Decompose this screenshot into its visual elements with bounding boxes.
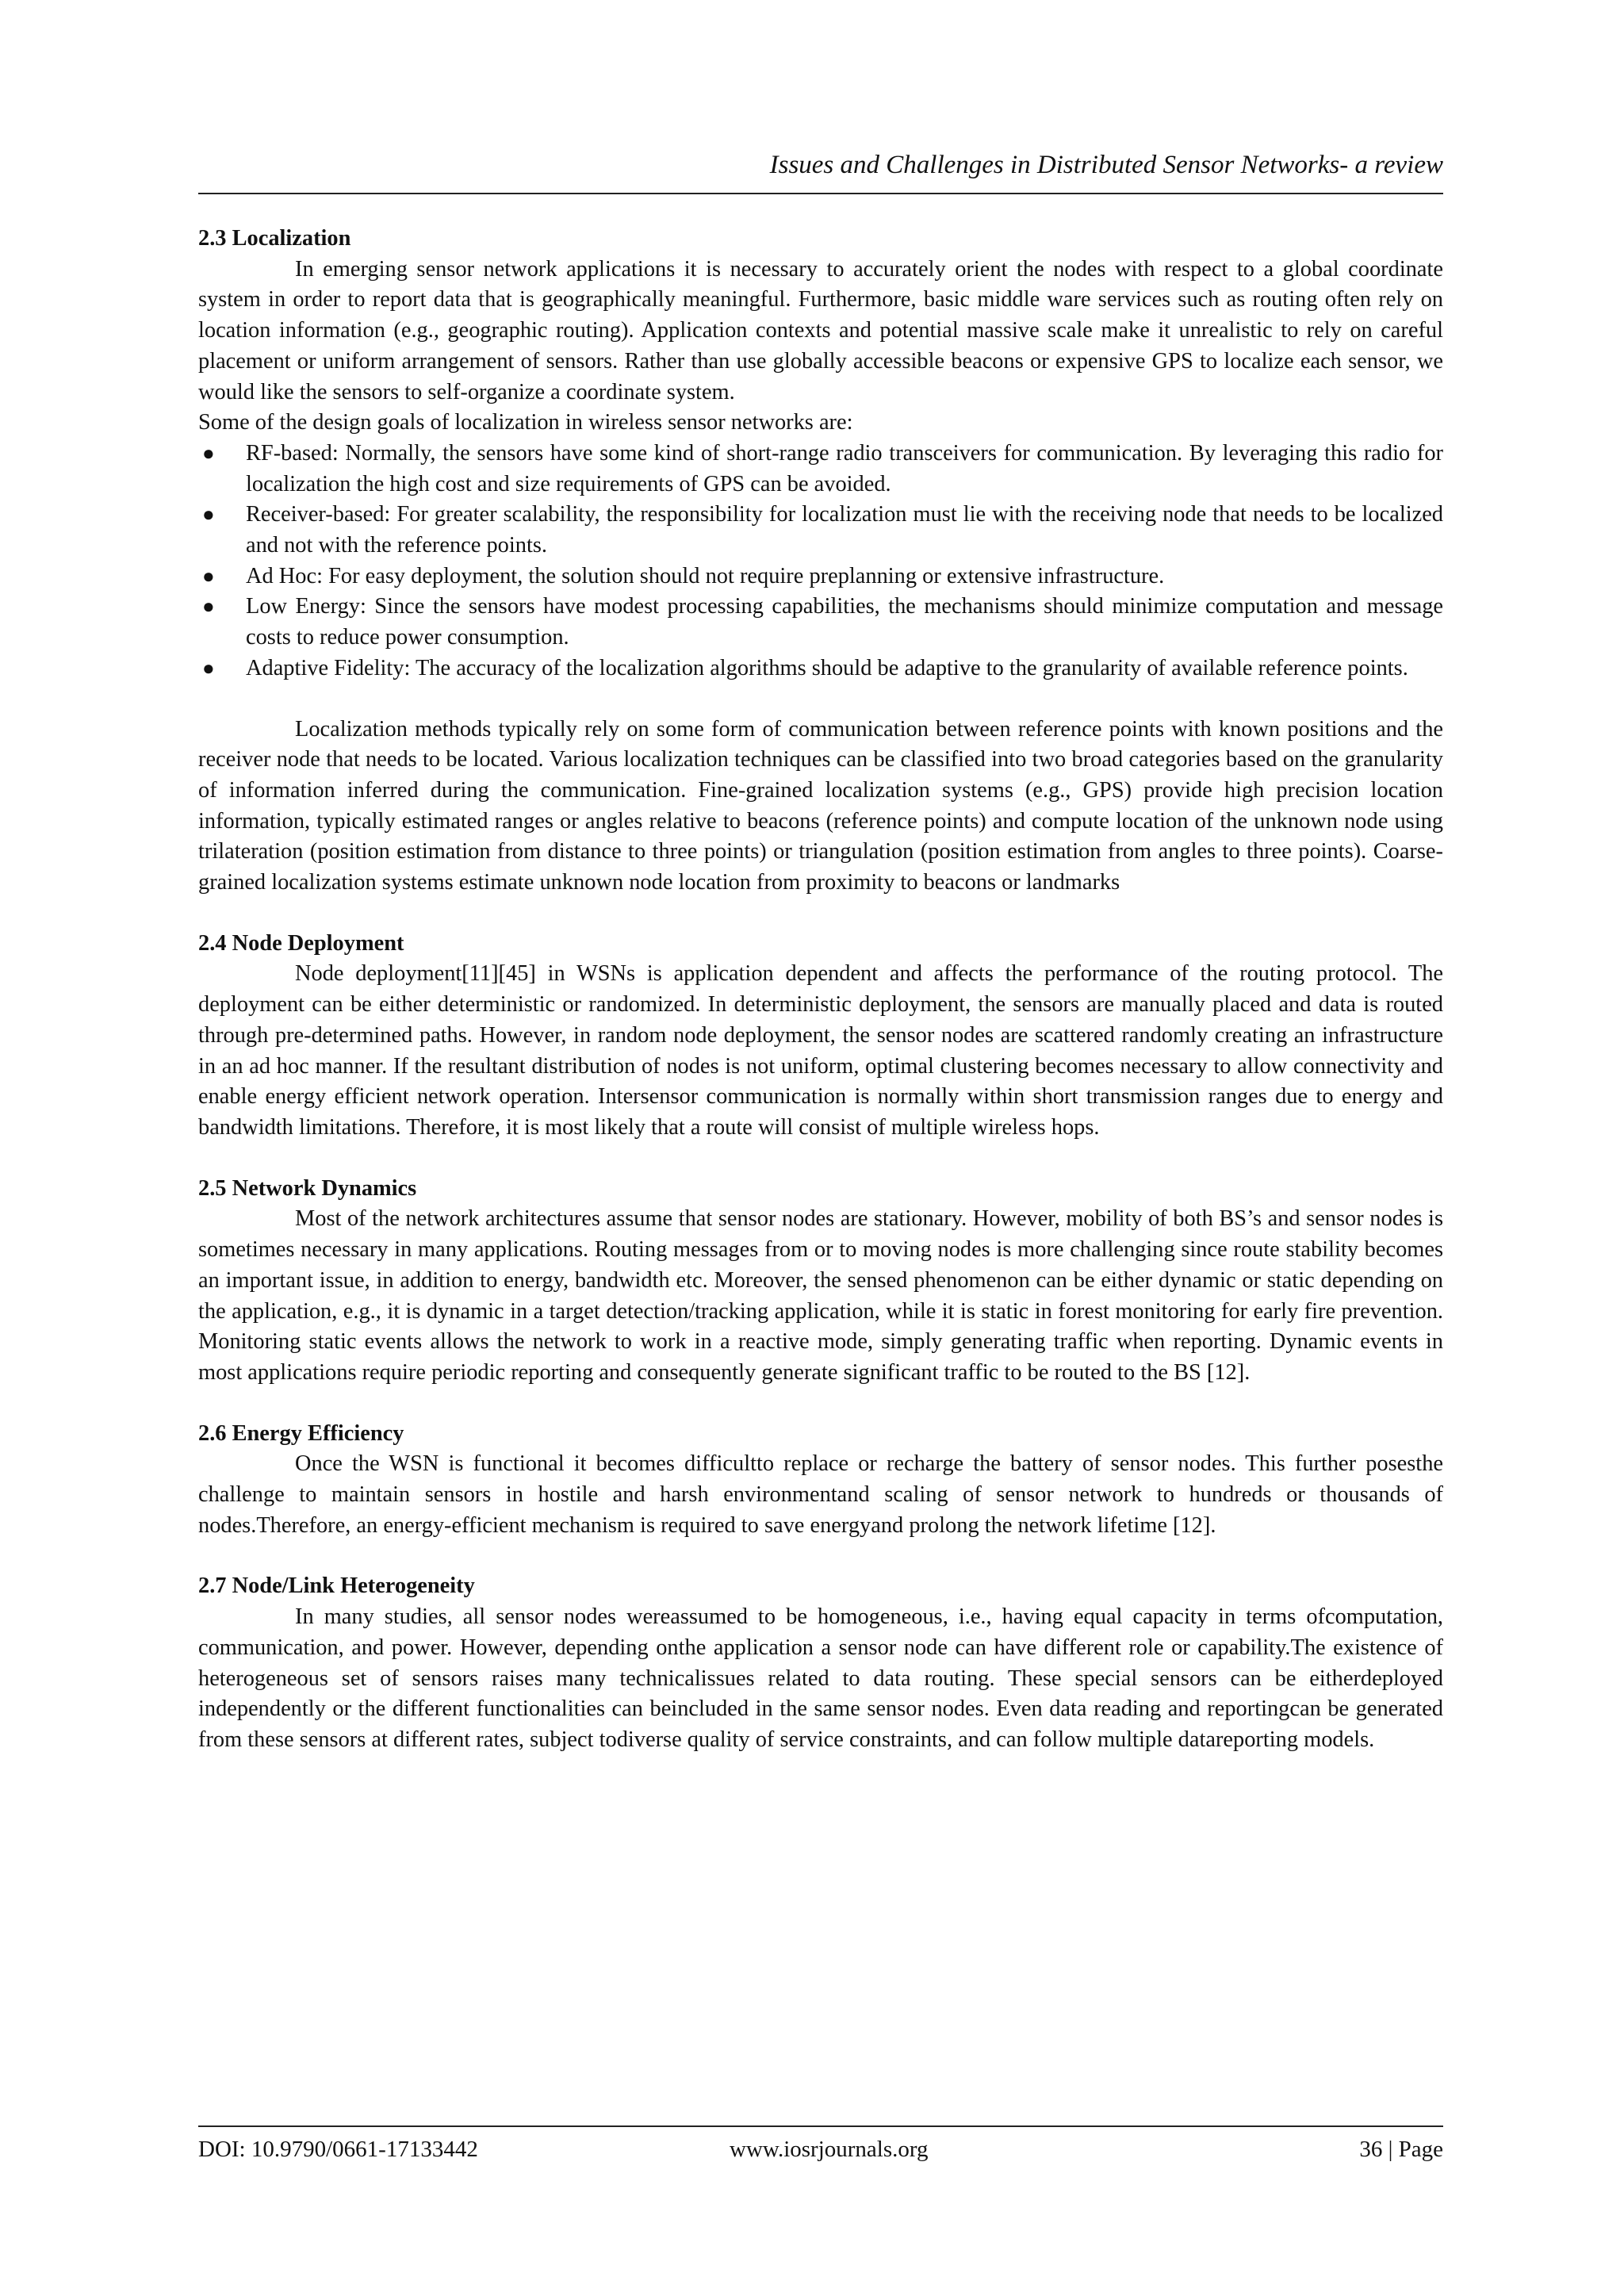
article-body — [198, 224, 1443, 1756]
section-heading: 2.5 Network Dynamics — [198, 1175, 417, 1201]
list-intro: Some of the design goals of localization in wireless sensor networks are: — [198, 410, 853, 435]
bullet-icon: ● — [202, 503, 215, 527]
section-heading: 2.3 Localization — [198, 226, 351, 251]
bullet-icon: ● — [202, 564, 215, 588]
section-node-deployment — [198, 929, 1443, 1144]
section-heading: 2.4 Node Deployment — [198, 930, 404, 956]
footer-divider — [198, 2125, 1443, 2127]
section-node-link-heterogeneity — [198, 1571, 1443, 1755]
list-item-text: Ad Hoc: For easy deployment, the solution should not require preplanning or extensive infrastructure. — [246, 563, 1165, 588]
list-item — [198, 439, 1443, 500]
list-item-text: Low Energy: Since the sensors have modest processing capabilities, the mechanisms should minimize computation and message costs to reduce power consumption. — [246, 594, 1443, 650]
list-item-text: Adaptive Fidelity: The accuracy of the localization algorithms should be adaptive to the granularity of available reference points. — [246, 655, 1408, 680]
bullet-icon: ● — [202, 441, 215, 465]
bullet-icon: ● — [202, 656, 215, 680]
list-item-text: RF-based: Normally, the sensors have some kind of short-range radio transceivers for communication. By leveraging this radio for localization the high cost and size requirements of GPS can be avoided. — [246, 440, 1443, 496]
journal-page — [198, 0, 1443, 2296]
list-item — [198, 654, 1443, 684]
section-heading: 2.6 Energy Efficiency — [198, 1420, 404, 1446]
section-localization — [198, 224, 1443, 899]
footer-website: www.iosrjournals.org — [730, 2137, 929, 2162]
list-item — [198, 562, 1443, 592]
list-item-text: Receiver-based: For greater scalability, the responsibility for localization must lie with the receiving node that needs to be localized and not with the reference points. — [246, 502, 1443, 558]
section-energy-efficiency — [198, 1419, 1443, 1542]
running-header: Issues and Challenges in Distributed Sensor Networks- a review — [769, 151, 1443, 179]
list-item — [198, 500, 1443, 561]
section-network-dynamics — [198, 1174, 1443, 1389]
design-goals-list — [198, 439, 1443, 684]
paragraph: Most of the network architectures assume that sensor nodes are stationary. However, mobility of both BS’s and sensor nodes is sometimes necessary in many applications. Routing messages from or to moving nodes is more challenging since route stability becomes an important issue, in addition to energy, bandwidth etc. Moreover, the sensed phenomenon can be either dynamic or static depending on the application, e.g., it is dynamic in a target detection/tracking application, while it is static in forest monitoring for early fire prevention. Monitoring static events allows the network to work in a reactive mode, simply generating traffic when reporting. Dynamic events in most applications require periodic reporting and consequently generate significant traffic to be routed to the BS [12]. — [198, 1206, 1443, 1385]
paragraph: In emerging sensor network applications it is necessary to accurately orient the nodes with respect to a global coordinate system in order to report data that is geographically meaningful. Furthermore, basic middle ware services such as routing often rely on location information (e.g., geographic routing). Application contexts and potential massive scale make it unrealistic to rely on careful placement or uniform arrangement of sensors. Rather than use globally accessible beacons or expensive GPS to localize each sensor, we would like the sensors to self-organize a coordinate system. — [198, 256, 1443, 404]
header-divider — [198, 193, 1443, 194]
paragraph: Localization methods typically rely on some form of communication between reference points with known positions and the receiver node that needs to be located. Various localization techniques can be classified into two broad categories based on the granularity of information inferred during the communication. Fine-grained localization systems (e.g., GPS) provide high precision location information, typically estimated ranges or angles relative to beacons (reference points) and compute location of the unknown node using trilateration (position estimation from distance to three points) or triangulation (position estimation from angles to three points). Coarse-grained localization systems estimate unknown node location from proximity to beacons or landmarks — [198, 716, 1443, 895]
footer-page-number: 36 | Page — [1359, 2137, 1443, 2162]
list-item — [198, 592, 1443, 653]
section-heading: 2.7 Node/Link Heterogeneity — [198, 1573, 475, 1599]
paragraph: In many studies, all sensor nodes wereassumed to be homogeneous, i.e., having equal capacity in terms ofcomputation, communication, and power. However, depending onthe application a sensor node can have different role or capability.The existence of heterogeneous set of sensors raises many technicalissues related to data routing. These special sensors can be eitherdeployed independently or the different functionalities can beincluded in the same sensor nodes. Even data reading and reportingcan be generated from these sensors at different rates, subject todiverse quality of service constraints, and can follow multiple datareporting models. — [198, 1604, 1443, 1752]
bullet-icon: ● — [202, 595, 215, 619]
paragraph: Node deployment[11][45] in WSNs is application dependent and affects the performance of the routing protocol. The deployment can be either deterministic or randomized. In deterministic deployment, the sensors are manually placed and data is routed through pre-determined paths. However, in random node deployment, the sensor nodes are scattered randomly creating an infrastructure in an ad hoc manner. If the resultant distribution of nodes is not uniform, optimal clustering becomes necessary to allow connectivity and enable energy efficient network operation. Intersensor communication is normally within short transmission ranges due to energy and bandwidth limitations. Therefore, it is most likely that a route will consist of multiple wireless hops. — [198, 961, 1443, 1140]
paragraph: Once the WSN is functional it becomes difficultto replace or recharge the battery of sensor nodes. This further posesthe challenge to maintain sensors in hostile and harsh environmentand scaling of sensor network to hundreds or thousands of nodes.Therefore, an energy-efficient mechanism is required to save energyand prolong the network lifetime [12]. — [198, 1451, 1443, 1538]
footer-doi: DOI: 10.9790/0661-17133442 — [198, 2137, 478, 2162]
